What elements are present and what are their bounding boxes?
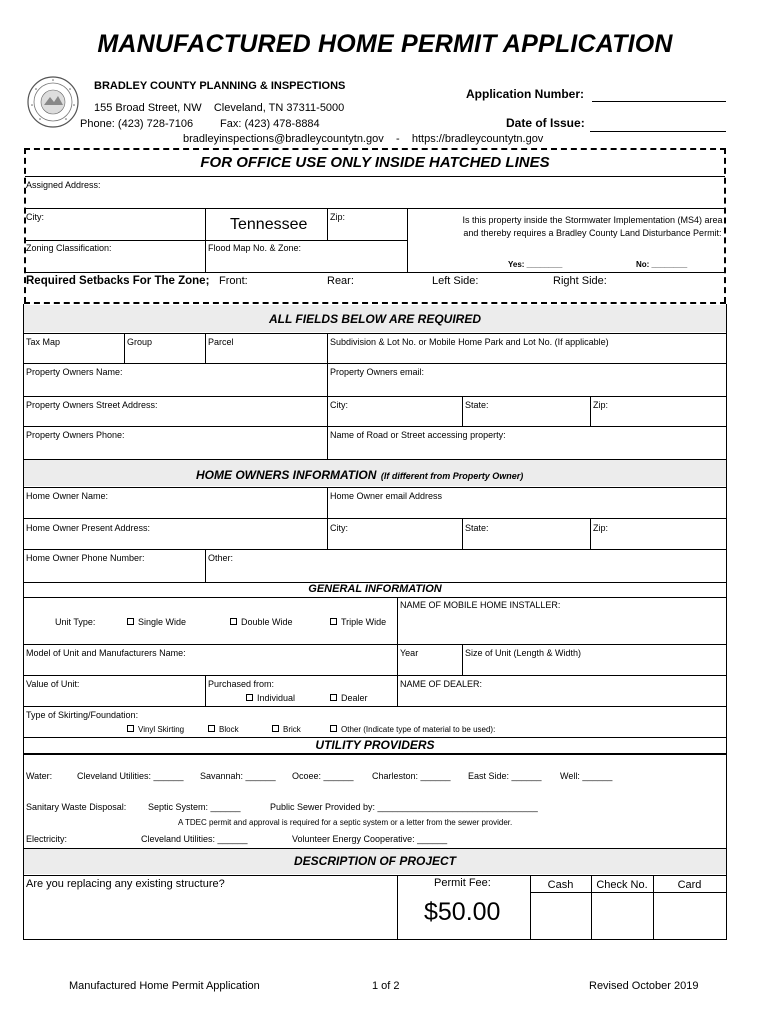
electricity-cleveland[interactable]: Cleveland Utilities: ______ — [141, 834, 248, 844]
org-contact: bradleyinspections@bradleycountytn.gov - https://bradleycountytn.gov — [183, 133, 544, 145]
office-state-value: Tennessee — [230, 216, 308, 233]
home-owner-phone-label: Home Owner Phone Number: — [26, 553, 145, 563]
general-info-heading: GENERAL INFORMATION — [308, 583, 442, 595]
county-seal-icon — [26, 75, 80, 129]
setback-front: Front: — [219, 275, 248, 287]
home-owner-address-label: Home Owner Present Address: — [26, 523, 151, 533]
tax-map-label: Tax Map — [26, 337, 61, 347]
property-owner-name-label: Property Owners Name: — [26, 367, 123, 377]
office-zip-label: Zip: — [330, 212, 346, 222]
payment-cash[interactable]: Cash — [547, 879, 574, 891]
tdec-note: A TDEC permit and approval is required for a septic system or a letter from the sewer provider. — [178, 818, 513, 827]
permit-fee-label: Permit Fee: — [434, 877, 491, 889]
stormwater-question: Is this property inside the Stormwater Implementation (MS4) area and thereby requires a Bradley County Land Disturbance Permit: — [462, 215, 723, 238]
model-label: Model of Unit and Manufacturers Name: — [26, 648, 186, 658]
utility-heading: UTILITY PROVIDERS — [315, 738, 435, 752]
home-owner-city-label: City: — [330, 523, 348, 533]
home-owner-name-label: Home Owner Name: — [26, 491, 109, 501]
unit-size-label: Size of Unit (Length & Width) — [465, 648, 582, 658]
application-number-field[interactable] — [592, 101, 726, 102]
footer-form-name: Manufactured Home Permit Application — [69, 980, 260, 992]
water-ocoee[interactable]: Ocoee: ______ — [292, 771, 354, 781]
permit-fee-amount: $50.00 — [424, 898, 501, 926]
group-label: Group — [127, 337, 153, 347]
property-zip-label: Zip: — [593, 400, 609, 410]
setback-left-side: Left Side: — [432, 275, 479, 287]
vinyl-skirting-checkbox[interactable]: Vinyl Skirting — [127, 725, 184, 734]
unit-type-label: Unit Type: — [55, 617, 96, 627]
septic-system[interactable]: Septic System: ______ — [148, 802, 241, 812]
double-wide-checkbox[interactable]: Double Wide — [230, 617, 293, 627]
home-owner-zip-label: Zip: — [593, 523, 609, 533]
single-wide-checkbox[interactable]: Single Wide — [127, 617, 186, 627]
block-checkbox[interactable]: Block — [208, 725, 239, 734]
assigned-address-label: Assigned Address: — [26, 180, 101, 190]
office-city-label: City: — [26, 212, 44, 222]
water-savannah[interactable]: Savannah: ______ — [200, 771, 276, 781]
water-east-side[interactable]: East Side: ______ — [468, 771, 542, 781]
home-owner-other-label: Other: — [208, 553, 234, 563]
footer-page-number: 1 of 2 — [372, 980, 400, 992]
home-owner-email-label: Home Owner email Address — [330, 491, 443, 501]
setback-rear: Rear: — [327, 275, 354, 287]
sanitary-label: Sanitary Waste Disposal: — [26, 802, 127, 812]
property-owner-email-label: Property Owners email: — [330, 367, 425, 377]
org-address: 155 Broad Street, NW Cleveland, TN 37311-5000 — [94, 102, 345, 114]
footer-revision: Revised October 2019 — [589, 980, 699, 992]
property-owner-phone-label: Property Owners Phone: — [26, 430, 125, 440]
required-heading: ALL FIELDS BELOW ARE REQUIRED — [268, 312, 481, 326]
hatched-border-bottom — [24, 302, 726, 304]
replacing-structure-question: Are you replacing any existing structure? — [26, 878, 225, 890]
stormwater-yes[interactable]: Yes: ________ — [508, 260, 563, 269]
property-state-label: State: — [465, 400, 489, 410]
public-sewer[interactable]: Public Sewer Provided by: ________________________________ — [270, 802, 538, 812]
triple-wide-checkbox[interactable]: Triple Wide — [330, 617, 386, 627]
date-of-issue-label: Date of Issue: — [506, 116, 585, 130]
page-title: MANUFACTURED HOME PERMIT APPLICATION — [97, 30, 673, 58]
property-owner-street-label: Property Owners Street Address: — [26, 400, 158, 410]
electricity-label: Electricity: — [26, 834, 68, 844]
road-name-label: Name of Road or Street accessing property: — [330, 430, 506, 440]
date-of-issue-field[interactable] — [590, 131, 726, 132]
electricity-volunteer[interactable]: Volunteer Energy Cooperative: ______ — [292, 834, 448, 844]
home-owner-heading: HOME OWNERS INFORMATION (If different from Property Owner) — [196, 468, 524, 482]
office-use-heading: FOR OFFICE USE ONLY INSIDE HATCHED LINES — [200, 154, 550, 171]
water-well[interactable]: Well: ______ — [560, 771, 613, 781]
stormwater-no[interactable]: No: ________ — [636, 260, 688, 269]
brick-checkbox[interactable]: Brick — [272, 725, 301, 734]
hatched-border-top — [24, 148, 726, 150]
dealer-checkbox[interactable]: Dealer — [330, 693, 368, 703]
individual-checkbox[interactable]: Individual — [246, 693, 295, 703]
purchased-from-label: Purchased from: — [208, 679, 275, 689]
property-city-label: City: — [330, 400, 348, 410]
skirting-label: Type of Skirting/Foundation: — [26, 710, 139, 720]
org-fax: Fax: (423) 478-8884 — [220, 118, 320, 130]
home-owner-state-label: State: — [465, 523, 489, 533]
setbacks-label: Required Setbacks For The Zone; — [26, 275, 210, 287]
org-name: BRADLEY COUNTY PLANNING & INSPECTIONS — [94, 80, 346, 92]
payment-card[interactable]: Card — [677, 879, 702, 891]
installer-label: NAME OF MOBILE HOME INSTALLER: — [400, 600, 561, 610]
other-skirting-checkbox[interactable]: Other (Indicate type of material to be used): — [330, 725, 495, 734]
org-phone: Phone: (423) 728-7106 — [80, 118, 194, 130]
water-charleston[interactable]: Charleston: ______ — [372, 771, 451, 781]
dealer-name-label: NAME OF DEALER: — [400, 679, 483, 689]
water-cleveland[interactable]: Cleveland Utilities: ______ — [77, 771, 184, 781]
project-heading: DESCRIPTION OF PROJECT — [293, 854, 457, 868]
payment-check-no[interactable]: Check No. — [596, 879, 648, 891]
unit-value-label: Value of Unit: — [26, 679, 80, 689]
setback-right-side: Right Side: — [553, 275, 607, 287]
application-number-label: Application Number: — [466, 87, 585, 101]
water-label: Water: — [26, 771, 53, 781]
zoning-label: Zoning Classification: — [26, 243, 112, 253]
subdivision-label: Subdivision & Lot No. or Mobile Home Park and Lot No. (If applicable) — [330, 337, 609, 347]
flood-map-label: Flood Map No. & Zone: — [208, 243, 302, 253]
parcel-label: Parcel — [208, 337, 234, 347]
year-label: Year — [400, 648, 419, 658]
